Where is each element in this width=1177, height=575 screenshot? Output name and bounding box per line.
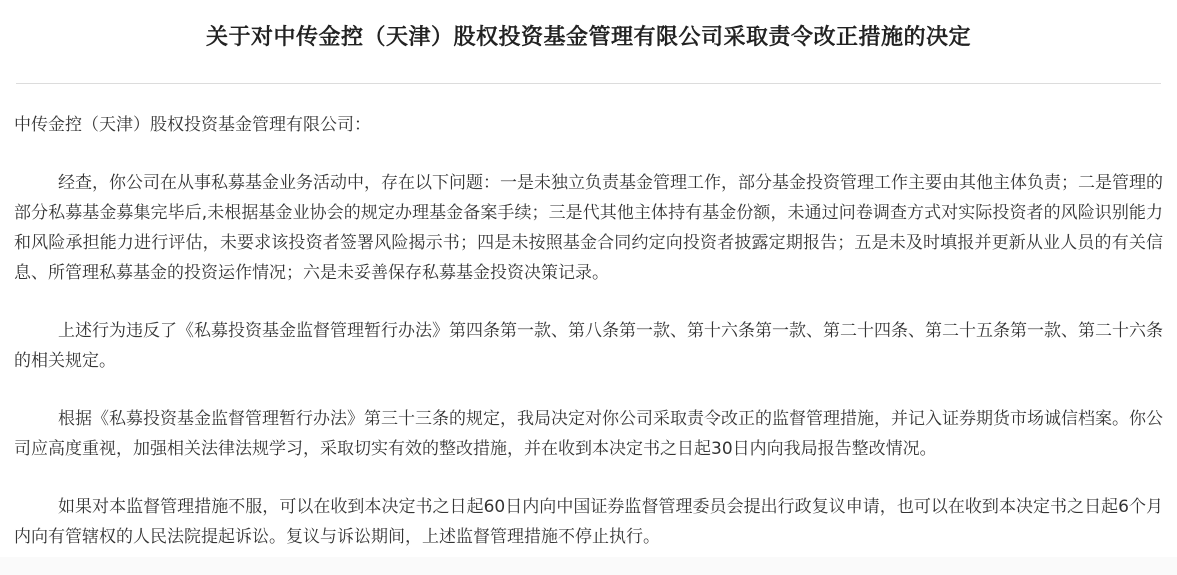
salutation: 中传金控（天津）股权投资基金管理有限公司：	[14, 115, 371, 135]
title-divider	[16, 83, 1161, 84]
document-title: 关于对中传金控（天津）股权投资基金管理有限公司采取责令改正措施的决定	[205, 24, 971, 50]
paragraph-appeal: 如果对本监督管理措施不服，可以在收到本决定书之日起60日内向中国证券监督管理委员会提出行政复议申请，也可以在收到本决定书之日起6个月内向有管辖权的人民法院提起诉讼。复议与诉讼期间，上述监督管理措施不停止执行。	[14, 497, 1163, 547]
page-bottom-strip	[0, 557, 1177, 575]
paragraph-violations: 上述行为违反了《私募投资基金监督管理暂行办法》第四条第一款、第八条第一款、第十六条第一款、第二十四条、第二十五条第一款、第二十六条的相关规定。	[14, 321, 1163, 371]
document-body	[14, 110, 1163, 552]
paragraph-decision: 根据《私募投资基金监督管理暂行办法》第三十三条的规定，我局决定对你公司采取责令改正的监督管理措施，并记入证券期货市场诚信档案。你公司应高度重视，加强相关法律法规学习，采取切实有效的整改措施，并在收到本决定书之日起30日内向我局报告整改情况。	[14, 409, 1163, 459]
paragraph-findings: 经查，你公司在从事私募基金业务活动中，存在以下问题：一是未独立负责基金管理工作，部分基金投资管理工作主要由其他主体负责；二是管理的部分私募基金募集完毕后,未根据基金业协会的规定办理基金备案手续；三是代其他主体持有基金份额，未通过问卷调查方式对实际投资者的风险识别能力和风险承担能力进行评估，未要求该投资者签署风险揭示书；四是未按照基金合同约定向投资者披露定期报告；五是未及时填报并更新从业人员的有关信息、所管理私募基金的投资运作情况；六是未妥善保存私募基金投资决策记录。	[14, 173, 1163, 283]
